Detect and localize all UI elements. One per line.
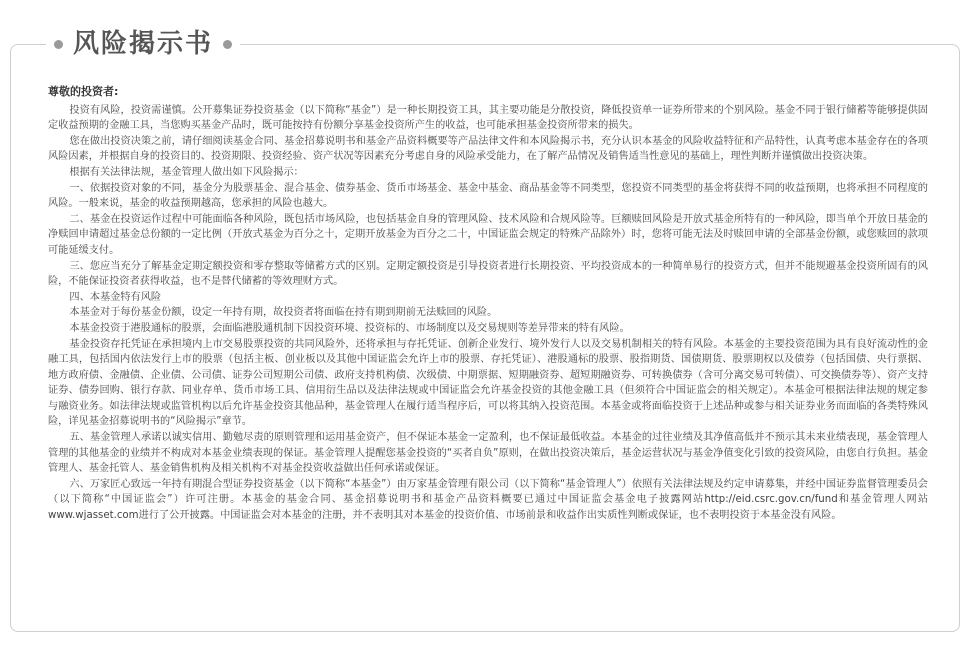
page-title: 风险揭示书 <box>73 29 214 59</box>
paragraph: 投资有风险，投资需谨慎。公开募集证券投资基金（以下简称“基金”）是一种长期投资工具，其主要功能是分散投资，降低投资单一证券所带来的个别风险。基金不同于银行储蓄等能够提供固定收益预期的金融工具，当您购买基金产品时，既可能按持有份额分享基金投资所产生的收益，也可能承担基金投资所带来的损失。 <box>48 104 928 132</box>
salutation: 尊敬的投资者: <box>48 85 119 98</box>
paragraph: 六、万家匠心致远一年持有期混合型证券投资基金（以下简称“本基金”）由万家基金管理有限公司（以下简称“基金管理人”）依照有关法律法规及约定申请募集，并经中国证券监督管理委员会（以下简称“中国证监会”）许可注册。本基金的基金合同、基金招募说明书和基金产品资料概要已通过中国证监会基金电子披露网站http://eid.csrc.gov.cn/fund和基金管理人网站www.wjasset.com进行了公开披露。中国证监会对本基金的注册，并不表明其对本基金的投资价值、市场前景和收益作出实质性判断或保证，也不表明投资于本基金没有风险。 <box>48 478 928 522</box>
paragraph: 四、本基金特有风险 <box>69 291 162 303</box>
paragraph: 二、基金在投资运作过程中可能面临各种风险，既包括市场风险，也包括基金自身的管理风险、技术风险和合规风险等。巨额赎回风险是开放式基金所特有的一种风险，即当单个开放日基金的净赎回申请超过基金总份额的一定比例（开放式基金为百分之十，定期开放基金为百分之二十，中国证监会规定的特殊产品除外）时，您将可能无法及时赎回申请的全部基金份额，或您赎回的款项可能延缓支付。 <box>48 213 928 256</box>
paragraph: 您在做出投资决策之前，请仔细阅读基金合同、基金招募说明书和基金产品资料概要等产品法律文件和本风险揭示书，充分认识本基金的风险收益特征和产品特性，认真考虑本基金存在的各项风险因素，并根据自身的投资目的、投资期限、投资经验、资产状况等因素充分考虑自身的风险承受能力，在了解产品情况及销售适当性意见的基础上，理性判断并谨慎做出投资决策。 <box>48 135 928 163</box>
paragraph: 根据有关法律法规，基金管理人做出如下风险揭示： <box>69 166 304 178</box>
paragraph: 基金投资存托凭证在承担境内上市交易股票投资的共同风险外，还将承担与存托凭证、创新企业发行、境外发行人以及交易机制相关的特有风险。本基金的主要投资范围为具有良好流动性的金融工具，包括国内依法发行上市的股票（包括主板、创业板以及其他中国证监会允许上市的股票、存托凭证）、港股通标的股票、股指期货、国债期货、股票期权以及债券（包括国债、央行票据、地方政府债、金融债、企业债、公司债、证券公司短期公司债、政府支持机构债、次级债、中期票据、短期融资券、超短期融资券、可转换债券（含可分离交易可转债）、可交换债券等）、资产支持证券、债券回购、银行存款、同业存单、货币市场工具、信用衍生品以及法律法规或中国证监会允许基金投资的其他金融工具（但须符合中国证监会的相关规定）。本基金可根据法律法规的规定参与融资业务。如法律法规或监管机构以后允许基金投资其他品种，基金管理人在履行适当程序后，可以将其纳入投资范围。本基金或将面临投资于上述品种或参与相关证券业务而面临的各类特殊风险，详见基金招募说明书的“风险揭示”章节。 <box>48 338 928 428</box>
paragraph: 一、依据投资对象的不同，基金分为股票基金、混合基金、债券基金、货币市场基金、基金中基金、商品基金等不同类型，您投资不同类型的基金将获得不同的收益预期，也将承担不同程度的风险。一般来说，基金的收益预期越高，您承担的风险也越大。 <box>48 182 928 210</box>
disclosure-content <box>48 84 928 524</box>
paragraph: 三、您应当充分了解基金定期定额投资和零存整取等储蓄方式的区别。定期定额投资是引导投资者进行长期投资、平均投资成本的一种简单易行的投资方式，但并不能规避基金投资所固有的风险，不能保证投资者获得收益，也不是替代储蓄的等效理财方式。 <box>48 260 928 288</box>
title-bar <box>46 24 240 64</box>
title-right-dot <box>223 40 232 49</box>
title-left-dot <box>54 40 63 49</box>
paragraph: 本基金投资于港股通标的股票，会面临港股通机制下因投资环境、投资标的、市场制度以及交易规则等差异带来的特有风险。 <box>69 322 630 334</box>
paragraph: 五、基金管理人承诺以诚实信用、勤勉尽责的原则管理和运用基金资产，但不保证本基金一定盈利，也不保证最低收益。本基金的过往业绩及其净值高低并不预示其未来业绩表现，基金管理人管理的其他基金的业绩并不构成对本基金业绩表现的保证。基金管理人提醒您基金投资的“买者自负”原则，在做出投资决策后，基金运营状况与基金净值变化引致的投资风险，由您自行负担。基金管理人、基金托管人、基金销售机构及相关机构不对基金投资收益做出任何承诺或保证。 <box>48 432 928 475</box>
paragraph: 本基金对于每份基金份额，设定一年持有期，故投资者将面临在持有期到期前无法赎回的风险。 <box>69 307 498 319</box>
